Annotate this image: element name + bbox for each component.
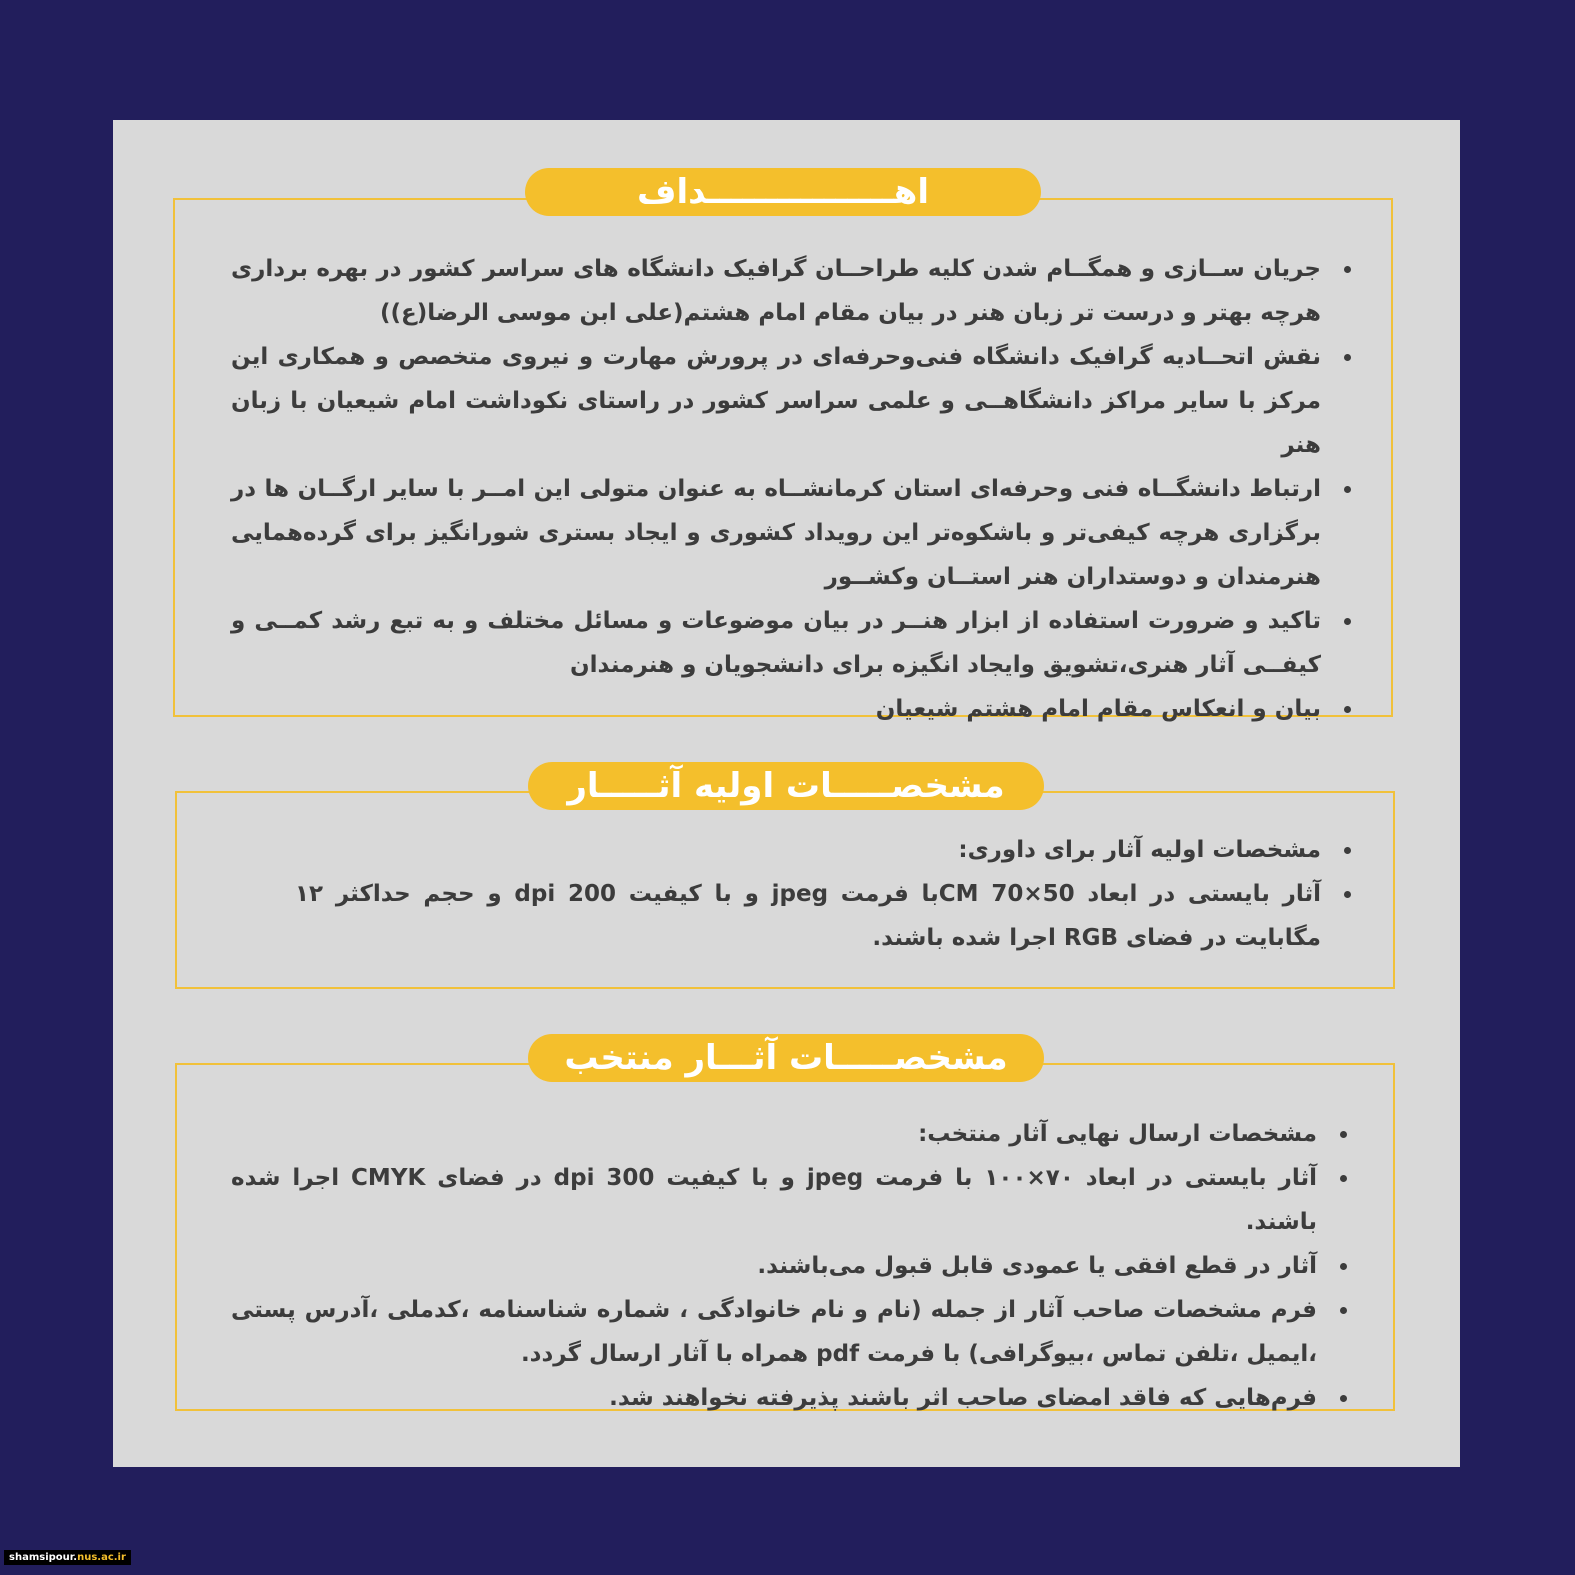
list-item: آثار بایستی در ابعاد 50×70 CMبا فرمت jpeg و با کیفیت 200 dpi و حجم حداکثر ۱۲ مگابایت در فضای RGB اجرا شده باشند.: [295, 872, 1351, 960]
watermark-domain: nus.ac.ir: [77, 1552, 126, 1563]
initial-specs-list: [295, 828, 1351, 960]
list-item: مشخصات ارسال نهایی آثار منتخب:: [231, 1112, 1347, 1156]
list-item: آثار در قطع افقی یا عمودی قابل قبول می‌باشند.: [231, 1244, 1347, 1288]
site-watermark: [4, 1550, 131, 1565]
goals-list: [231, 247, 1351, 731]
goals-title: اهــــــــــــــــداف: [525, 168, 1041, 216]
list-item: فرم‌هایی که فاقد امضای صاحب اثر باشند پذیرفته نخواهند شد.: [231, 1376, 1347, 1420]
list-item: بیان و انعکاس مقام امام هشتم شیعیان: [231, 687, 1351, 731]
list-item: جریان ســازی و همگــام شدن کلیه طراحــان گرافیک دانشگاه های سراسر کشور در بهره برداری هرچه بهتر و درست تر زبان هنر در بیان مقام امام هشتم(علی ابن موسی الرضا(ع)): [231, 247, 1351, 335]
content-card: [113, 120, 1460, 1467]
watermark-name: shamsipour.: [9, 1552, 78, 1563]
list-item: نقش اتحــادیه گرافیک دانشگاه فنی‌وحرفه‌ای در پرورش مهارت و نیروی متخصص و همکاری این مرکز با سایر مراکز دانشگاهــی و علمی سراسر کشور در راستای نکوداشت امام شیعیان با زبان هنر: [231, 335, 1351, 467]
list-item: تاکید و ضرورت استفاده از ابزار هنــر در بیان موضوعات و مسائل مختلف و به تبع رشد کمــی و کیفــی آثار هنری،تشویق وایجاد انگیزه برای دانشجویان و هنرمندان: [231, 599, 1351, 687]
selected-specs-title: مشخصـــــات آثـــار منتخب: [528, 1034, 1044, 1082]
list-item: آثار بایستی در ابعاد ۷۰×۱۰۰ با فرمت jpeg و با کیفیت 300 dpi در فضای CMYK اجرا شده باشند.: [231, 1156, 1347, 1244]
list-item: فرم مشخصات صاحب آثار از جمله (نام و نام خانوادگی ، شماره شناسنامه ،کدملی ،آدرس پستی ،ایمیل ،تلفن تماس ،بیوگرافی) با فرمت pdf همراه با آثار ارسال گردد.: [231, 1288, 1347, 1376]
selected-specs-list: [231, 1112, 1347, 1420]
list-item: مشخصات اولیه آثار برای داوری:: [295, 828, 1351, 872]
initial-specs-title: مشخصـــــات اولیه آثـــــار: [528, 762, 1044, 810]
list-item: ارتباط دانشگــاه فنی وحرفه‌ای استان کرمانشــاه به عنوان متولی این امــر با سایر ارگــان ها در برگزاری هرچه کیفی‌تر و باشکوه‌تر این رویداد کشوری و ایجاد بستری شورانگیز برای گرده‌همایی هنرمندان و دوستداران هنر استــان وکشــور: [231, 467, 1351, 599]
